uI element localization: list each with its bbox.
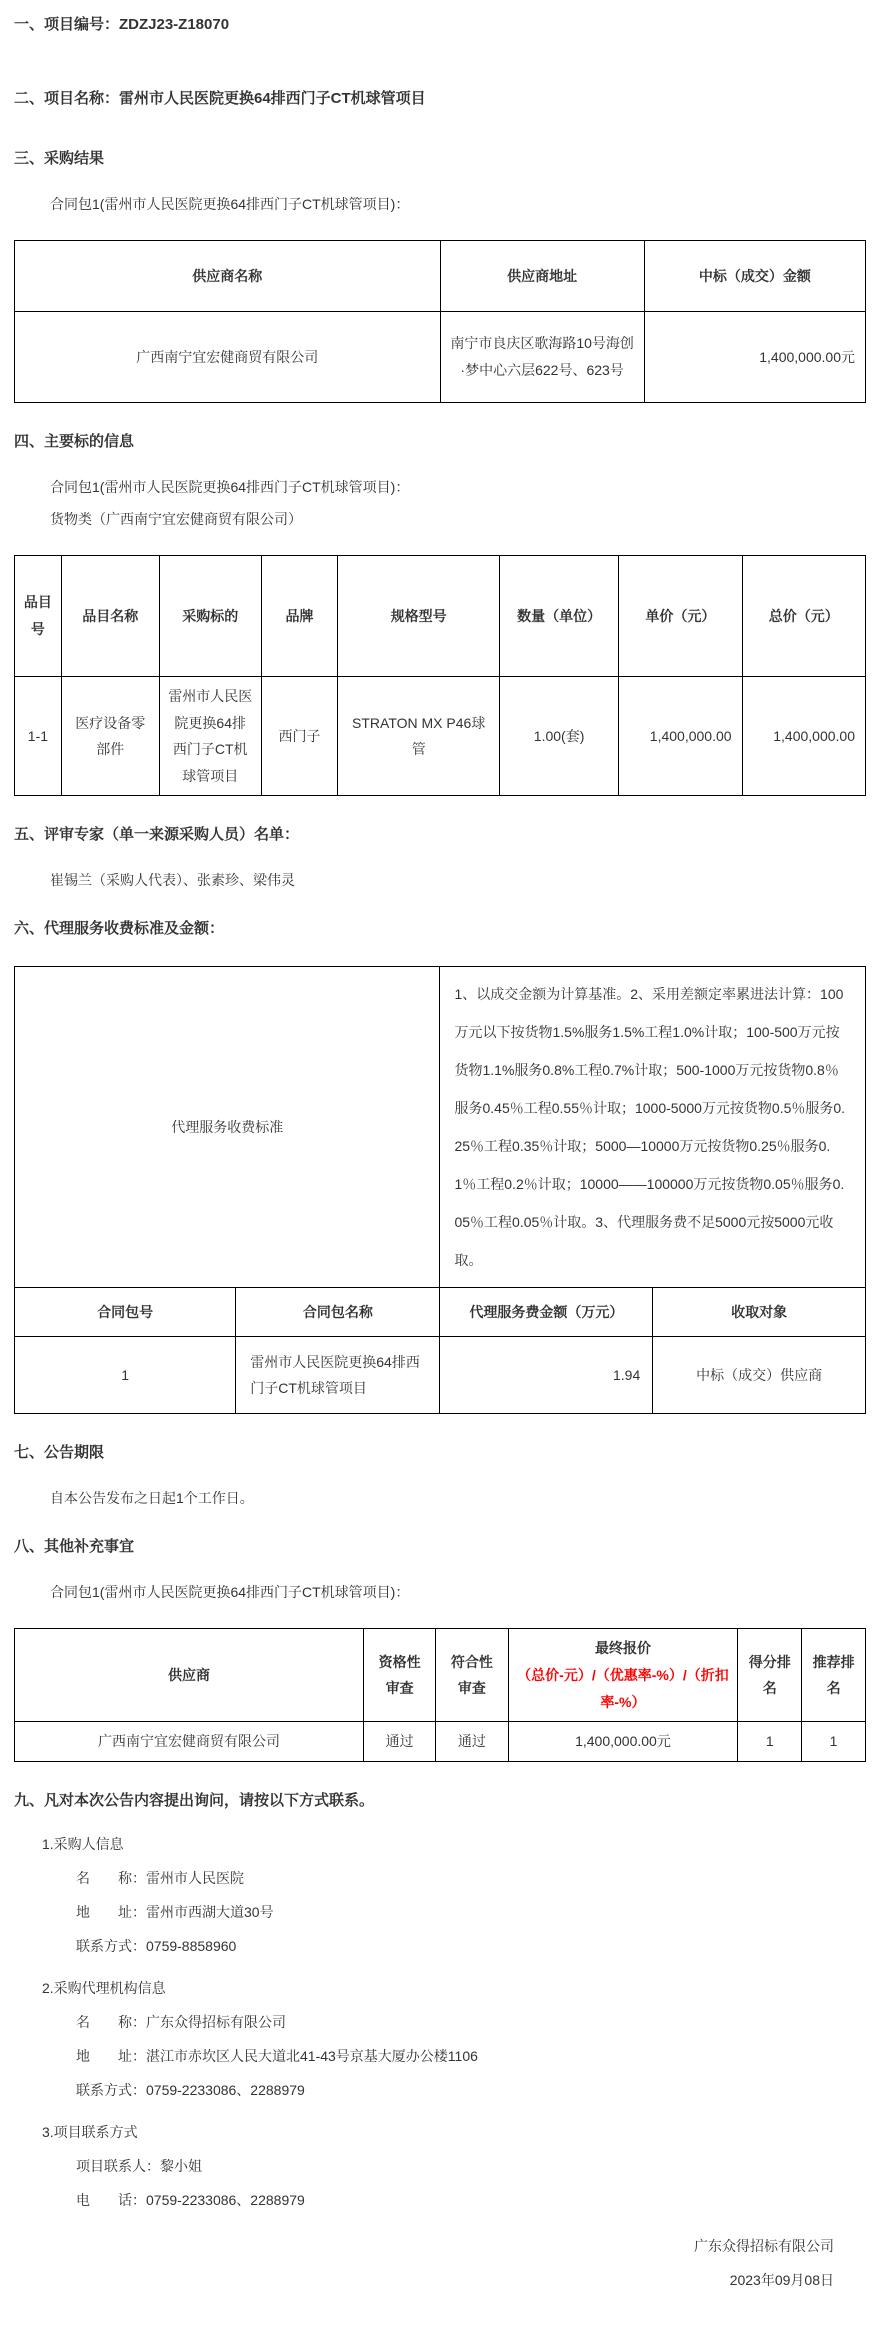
project-contact-phone: 电 话：0759-2233086、2288979	[76, 2191, 305, 2208]
section-5-title: 五、评审专家（单一来源采购人员）名单：	[14, 826, 300, 844]
supplier-address-cell: 南宁市良庆区歌海路10号海创·梦中心六层622号、623号	[440, 312, 644, 403]
section-2-title: 二、项目名称：雷州市人民医院更换64排西门子CT机球管项目	[14, 90, 426, 107]
section-6-title: 六、代理服务收费标准及金额：	[14, 920, 225, 938]
package-name-header: 合同包名称	[236, 1288, 440, 1337]
package-name-cell: 雷州市人民医院更换64排西门子CT机球管项目	[236, 1337, 440, 1414]
section-9-title: 九、凡对本次公告内容提出询问，请按以下方式联系。	[14, 1791, 375, 1809]
conformity-review-cell: 通过	[436, 1722, 508, 1762]
fee-payer-header: 收取对象	[653, 1288, 866, 1337]
main-subject-row	[15, 677, 866, 796]
spec-model-cell: STRATON MX P46球管	[338, 677, 500, 796]
agency-fee-amount-header: 代理服务费金额（万元）	[440, 1288, 653, 1337]
section-4-package-line: 合同包1(雷州市人民医院更换64排西门子CT机球管项目)：	[50, 479, 410, 495]
quantity-unit-header: 数量（单位）	[500, 556, 619, 677]
section-3-title: 三、采购结果	[14, 150, 105, 167]
supplement-header-row	[15, 1629, 866, 1722]
package-no-cell: 1	[15, 1337, 236, 1414]
section-7-title: 七、公告期限	[14, 1444, 105, 1462]
fee-standard-label-cell: 代理服务收费标准	[15, 967, 440, 1288]
recommend-rank-header: 推荐排名	[802, 1629, 866, 1722]
agency-name: 名 称：广东众得招标有限公司	[76, 2013, 286, 2030]
score-rank-cell: 1	[738, 1722, 802, 1762]
purchaser-contact: 联系方式：0759-8858960	[76, 1937, 237, 1954]
announcement-period-text: 自本公告发布之日起1个工作日。	[50, 1490, 254, 1507]
section-8-package-line: 合同包1(雷州市人民医院更换64排西门子CT机球管项目)：	[50, 1584, 410, 1601]
fee-standard-row	[15, 967, 866, 1288]
spec-model-header: 规格型号	[338, 556, 500, 677]
main-subject-table	[14, 555, 866, 796]
section-4-category-line: 货物类（广西南宁宜宏健商贸有限公司）	[50, 511, 302, 527]
supplier-name-header: 供应商名称	[15, 241, 441, 312]
section-3-package-line: 合同包1(雷州市人民医院更换64排西门子CT机球管项目)：	[50, 196, 410, 212]
project-contact-person: 项目联系人：黎小姐	[76, 2157, 202, 2174]
qualification-review-header: 资格性审查	[363, 1629, 435, 1722]
main-subject-header-row	[15, 556, 866, 677]
item-no-header: 品目号	[15, 556, 62, 677]
total-price-cell: 1,400,000.00	[742, 677, 865, 796]
supplier-header: 供应商	[15, 1629, 364, 1722]
fee-payer-cell: 中标（成交）供应商	[653, 1337, 866, 1414]
procurement-target-header: 采购标的	[159, 556, 261, 677]
fee-table-row	[15, 1337, 866, 1414]
score-rank-header: 得分排名	[738, 1629, 802, 1722]
procurement-target-cell: 雷州市人民医院更换64排西门子CT机球管项目	[159, 677, 261, 796]
total-price-header: 总价（元）	[742, 556, 865, 677]
item-name-cell: 医疗设备零部件	[61, 677, 159, 796]
brand-cell: 西门子	[261, 677, 338, 796]
recommend-rank-cell: 1	[802, 1722, 866, 1762]
supplement-review-table	[14, 1628, 866, 1761]
final-price-header-detail: （总价-元）/（优惠率-%）/（折扣率-%）	[517, 1666, 729, 1710]
final-price-cell: 1,400,000.00元	[508, 1722, 738, 1762]
purchaser-info-heading: 1.采购人信息	[42, 1835, 124, 1852]
item-name-header: 品目名称	[61, 556, 159, 677]
fee-table-header-row	[15, 1288, 866, 1337]
qualification-review-cell: 通过	[363, 1722, 435, 1762]
footer-date: 2023年09月08日	[729, 2271, 834, 2288]
quantity-unit-cell: 1.00(套)	[500, 677, 619, 796]
section-4-title: 四、主要标的信息	[14, 433, 135, 450]
purchaser-name: 名 称：雷州市人民医院	[76, 1869, 244, 1886]
package-no-header: 合同包号	[15, 1288, 236, 1337]
footer-company: 广东众得招标有限公司	[694, 2237, 834, 2254]
agency-fee-table	[14, 966, 866, 1414]
final-price-header-main: 最终报价	[594, 1640, 651, 1657]
unit-price-cell: 1,400,000.00	[619, 677, 742, 796]
final-price-header	[508, 1629, 738, 1722]
purchaser-address: 地 址：雷州市西湖大道30号	[76, 1903, 274, 1920]
agency-info-heading: 2.采购代理机构信息	[42, 1979, 166, 1996]
section-1-title: 一、项目编号：ZDZJ23-Z18070	[14, 16, 230, 33]
conformity-review-header: 符合性审查	[436, 1629, 508, 1722]
item-no-cell: 1-1	[15, 677, 62, 796]
award-amount-cell: 1,400,000.00元	[644, 312, 865, 403]
section-8-title: 八、其他补充事宜	[14, 1538, 135, 1556]
agency-address: 地 址：湛江市赤坎区人民大道北41-43号京基大厦办公楼1106	[76, 2047, 478, 2064]
brand-header: 品牌	[261, 556, 338, 677]
fee-standard-text-cell: 1、以成交金额为计算基准。2、采用差额定率累进法计算：100万元以下按货物1.5%服务1.5%工程1.0%计取；100-500万元按货物1.1%服务0.8%工程0.7%计取；500-1000万元按货物0.8％服务0.45％工程0.55％计取；1000-5000万元按货物0.5％服务0.25％工程0.35％计取；5000—10000万元按货物0.25％服务0.1％工程0.2％计取；10000——100000万元按货物0.05％服务0.05％工程0.05％计取。3、代理服务费不足5000元按5000元收取。	[440, 967, 866, 1288]
procurement-result-table	[14, 240, 866, 403]
award-amount-header: 中标（成交）金额	[644, 241, 865, 312]
procurement-result-header-row	[15, 241, 866, 312]
supplement-row	[15, 1722, 866, 1762]
supplier-cell: 广西南宁宜宏健商贸有限公司	[15, 1722, 364, 1762]
project-contact-heading: 3.项目联系方式	[42, 2123, 138, 2140]
agency-contact: 联系方式：0759-2233086、2288979	[76, 2081, 305, 2098]
supplier-name-cell: 广西南宁宜宏健商贸有限公司	[15, 312, 441, 403]
agency-fee-amount-cell: 1.94	[440, 1337, 653, 1414]
procurement-result-row	[15, 312, 866, 403]
experts-list: 崔锡兰（采购人代表）、张素珍、梁伟灵	[50, 872, 295, 889]
supplier-address-header: 供应商地址	[440, 241, 644, 312]
unit-price-header: 单价（元）	[619, 556, 742, 677]
